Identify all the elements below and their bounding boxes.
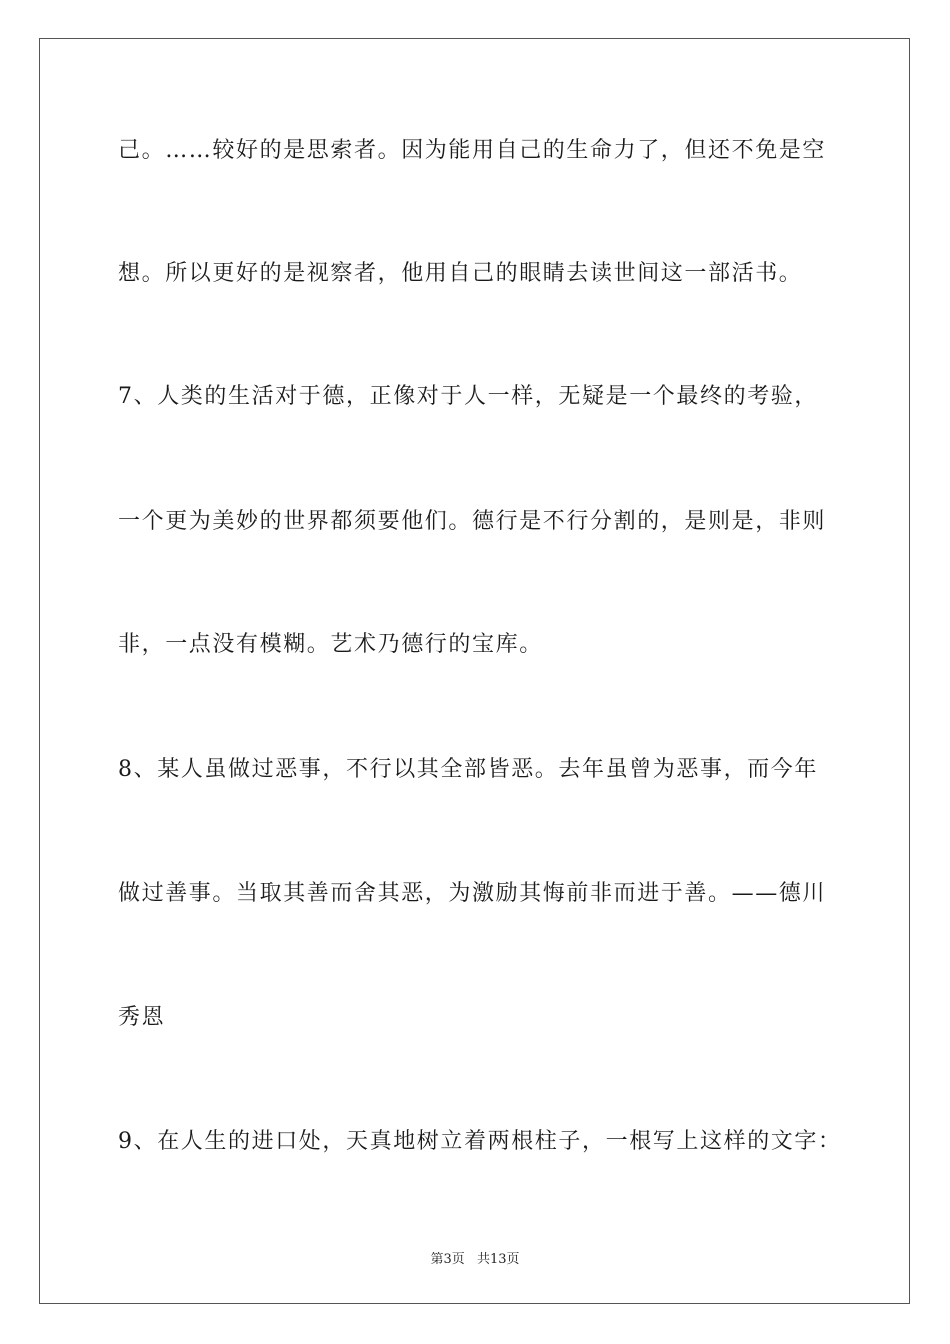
- page-footer: [0, 1248, 950, 1267]
- text-line-2: 想。所以更好的是视察者，他用自己的眼睛去读世间这一部活书。: [118, 261, 803, 286]
- text-line-4: 一个更为美妙的世界都须要他们。德行是不行分割的，是则是，非则: [118, 509, 827, 534]
- page-number-current: 第3页: [430, 1252, 465, 1267]
- text-line-1: 己。……较好的是思索者。因为能用自己的生命力了，但还不免是空: [118, 138, 827, 163]
- page-border: [39, 38, 910, 1304]
- text-line-7: 做过善事。当取其善而舍其恶，为激励其悔前非而进于善。——德川: [118, 881, 827, 906]
- text-line-3: 7、人类的生活对于德，正像对于人一样，无疑是一个最终的考验，: [118, 384, 818, 409]
- text-line-5: 非，一点没有模糊。艺术乃德行的宝库。: [118, 632, 543, 657]
- page-number-total: 共13页: [476, 1252, 520, 1267]
- text-line-8: 秀恩: [118, 1005, 166, 1030]
- text-line-6: 8、某人虽做过恶事，不行以其全部皆恶。去年虽曾为恶事，而今年: [118, 757, 818, 782]
- text-line-9: 9、在人生的进口处，天真地树立着两根柱子，一根写上这样的文字：: [118, 1129, 842, 1154]
